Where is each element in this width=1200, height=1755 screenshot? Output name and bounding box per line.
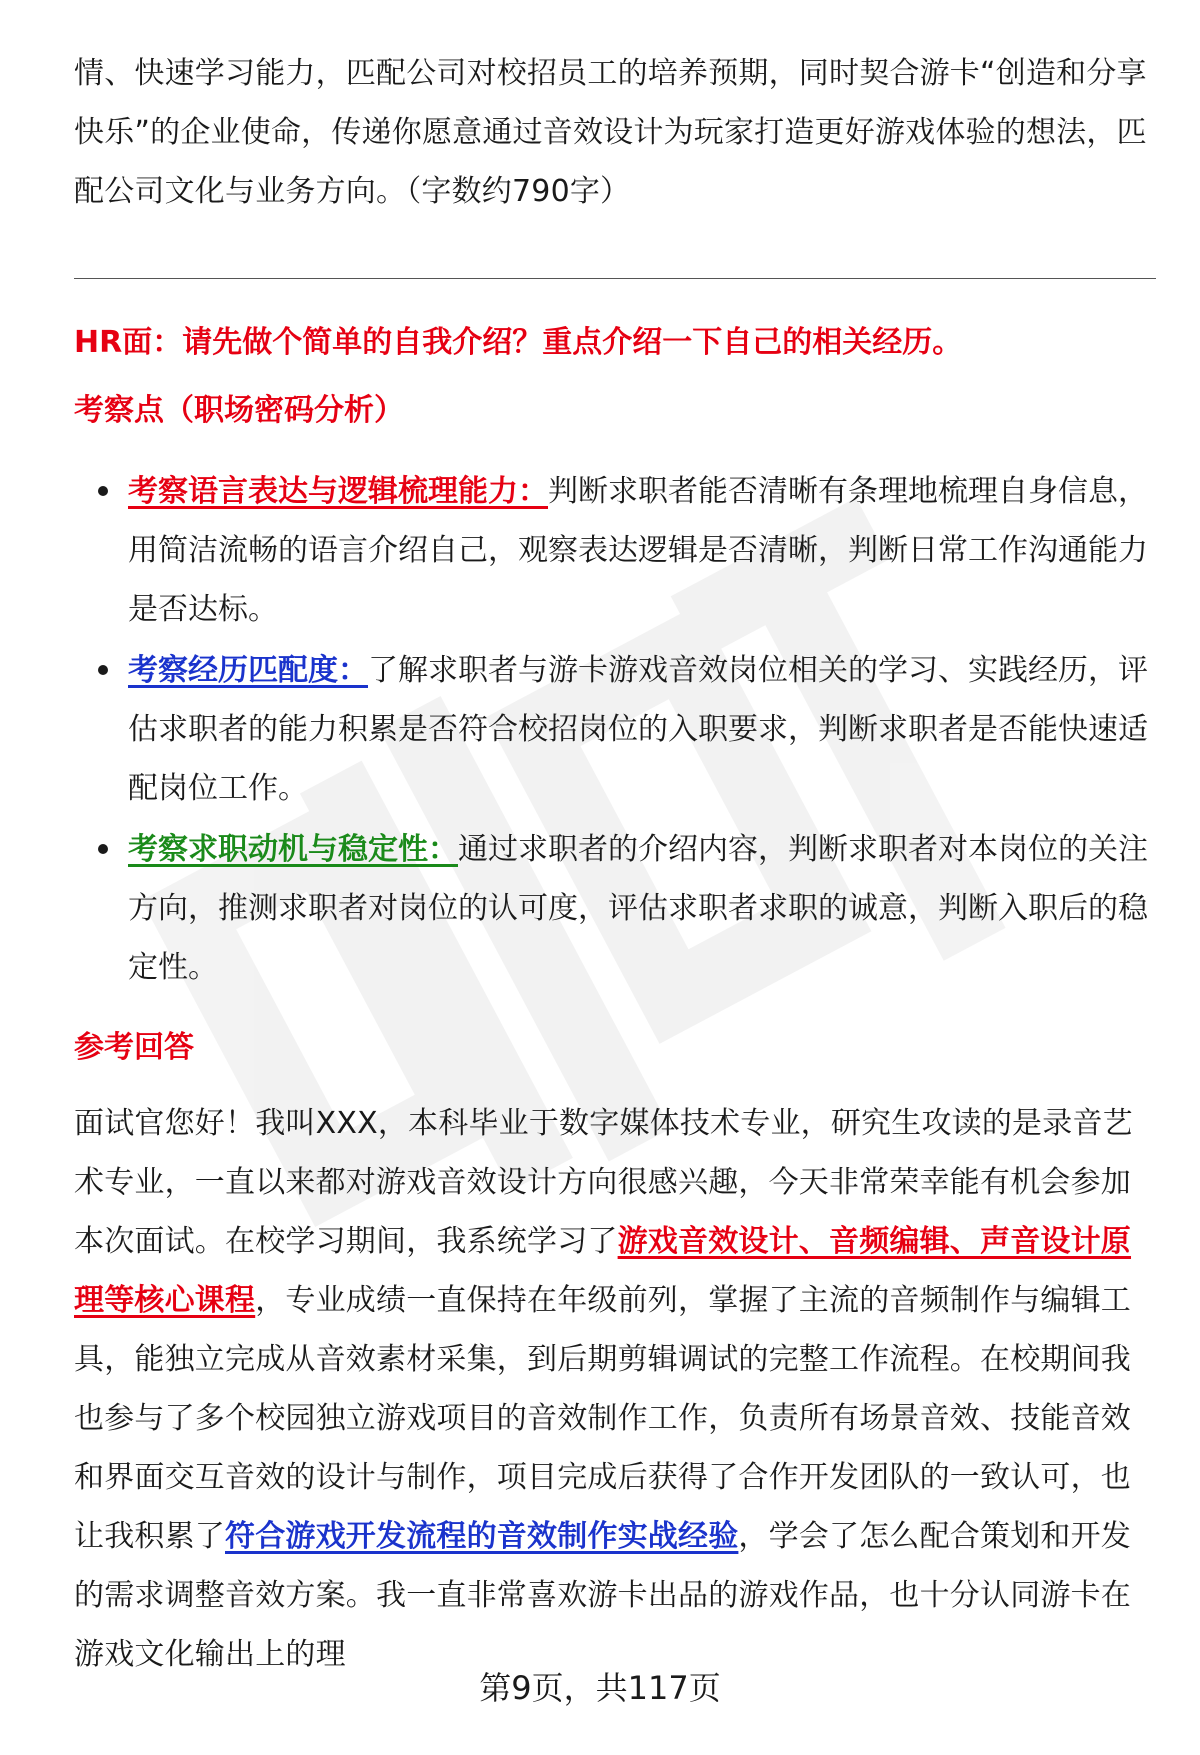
question-title: HR面：请先做个简单的自我介绍？重点介绍一下自己的相关经历。 [74,325,963,360]
answer-highlight: 符合游戏开发流程的音效制作实战经验 [225,1519,739,1554]
analysis-item-label: 考察经历匹配度： [128,653,368,688]
answer-highlight: 游戏音效设计、音频编辑、声音设计原理等核心课程 [74,1224,1132,1318]
bullet-dot-icon [98,665,108,675]
section-divider [74,278,1156,279]
analysis-item-text: 判断求职者能否清晰有条理地梳理自身信息，用简洁流畅的语言介绍自己，观察表达逻辑是否清晰，判断日常工作沟通能力是否达标。 [128,474,1148,627]
bullet-dot-icon [98,844,108,854]
list-item [74,641,1156,818]
list-item [74,820,1156,997]
answer-text: ，专业成绩一直保持在年级前列，掌握了主流的音频制作与编辑工具，能独立完成从音效素材采集，到后期剪辑调试的完整工作流程。在校期间我也参与了多个校园独立游戏项目的音效制作工作，负责所有场景音效、技能音效和界面交互音效的设计与制作，项目完成后获得了合作开发团队的一致认可，也让我积累了 [74,1283,1132,1554]
answer-text: ，学会了怎么配合策划和开发的需求调整音效方案。我一直非常喜欢游卡出品的游戏作品，也十分认同游卡在游戏文化输出上的理 [74,1519,1132,1672]
answer-paragraph [74,1094,1156,1684]
list-item [74,462,1156,639]
analysis-item-label: 考察求职动机与稳定性： [128,832,458,867]
answer-title: 参考回答 [74,1030,194,1065]
analysis-title: 考察点（职场密码分析） [74,393,404,428]
analysis-item-label: 考察语言表达与逻辑梳理能力： [128,474,548,509]
page-number: 第9页，共117页 [479,1669,721,1707]
intro-paragraph: 情、快速学习能力，匹配公司对校招员工的培养预期，同时契合游卡“创造和分享快乐”的企业使命，传递你愿意通过音效设计为玩家打造更好游戏体验的想法，匹配公司文化与业务方向。（字数约790字） [74,56,1147,209]
answer-text: 面试官您好！我叫XXX，本科毕业于数字媒体技术专业，研究生攻读的是录音艺术专业，一直以来都对游戏音效设计方向很感兴趣，今天非常荣幸能有机会参加本次面试。在校学习期间，我系统学习了 [74,1106,1133,1259]
analysis-list [74,462,1156,999]
analysis-item-text: 通过求职者的介绍内容，判断求职者对本岗位的关注方向，推测求职者对岗位的认可度，评估求职者求职的诚意，判断入职后的稳定性。 [128,832,1148,985]
analysis-item-text: 了解求职者与游卡游戏音效岗位相关的学习、实践经历，评估求职者的能力积累是否符合校招岗位的入职要求，判断求职者是否能快速适配岗位工作。 [128,653,1148,806]
bullet-dot-icon [98,486,108,496]
